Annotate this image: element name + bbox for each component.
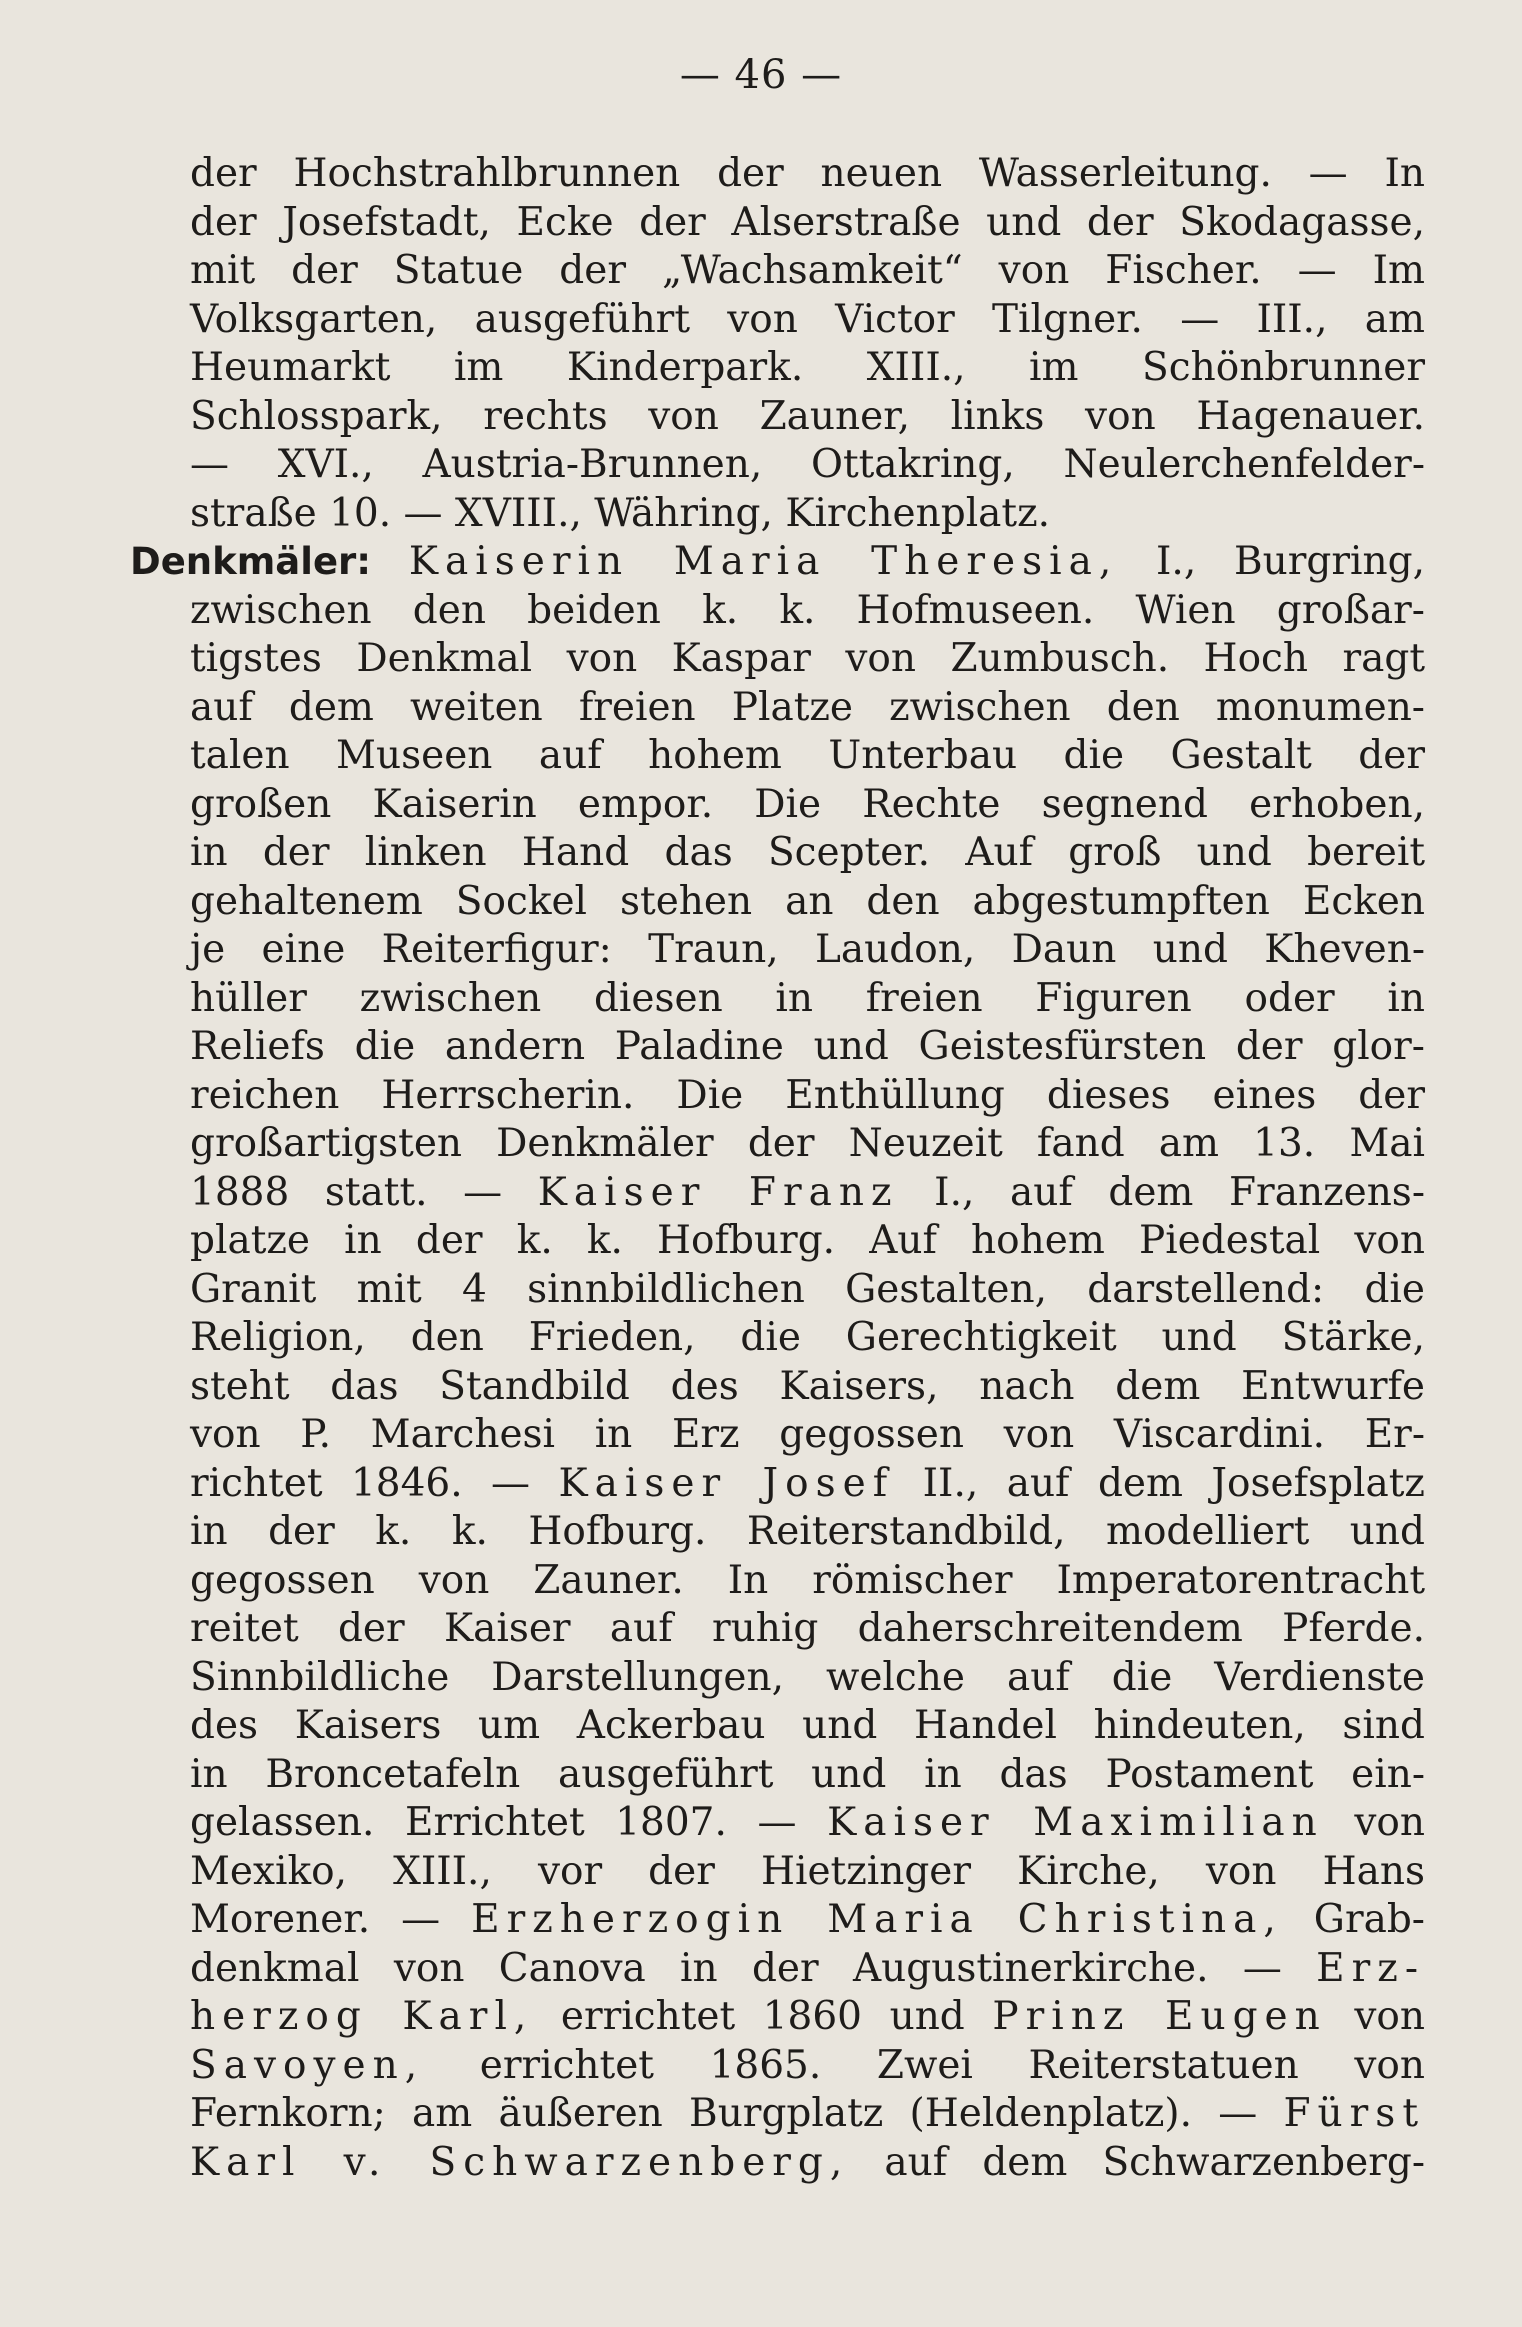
text-line: großen Kaiserin empor. Die Rechte segnend erhoben, — [190, 781, 1425, 827]
spaced-name: herzog Karl, — [190, 1994, 534, 2039]
spaced-name: Kaiser Josef — [558, 1460, 895, 1506]
text-line: in Broncetafeln ausgeführt und in das Postament ein- — [190, 1751, 1425, 1797]
text-line: des Kaisers um Ackerbau und Handel hindeuten, sind — [190, 1703, 1425, 1748]
text-line: straße 10. — XVIII., Währing, Kirchenplatz. — [190, 490, 1051, 536]
text-line: mit der Statue der „Wachsamkeit“ von Fischer. — Im — [190, 248, 1425, 293]
text-line: Mexiko, XIII., vor der Hietzinger Kirche, von Hans — [190, 1848, 1425, 1894]
text-line — [190, 1799, 1425, 1848]
text-line-denkmaeler — [130, 538, 1425, 587]
text-fragment: Grab- — [1313, 1897, 1425, 1942]
text-fragment: denkmal von Canova in der Augustinerkirche. — — [190, 1945, 1282, 1991]
text-fragment: von — [1354, 1994, 1425, 2039]
text-fragment: von — [1354, 1800, 1425, 1845]
text-line: von P. Marchesi in Erz gegossen von Viscardini. Er- — [190, 1412, 1425, 1457]
text-line: in der linken Hand das Scepter. Auf groß und bereit — [190, 830, 1425, 875]
text-fragment: Fernkorn; am äußeren Burgplatz (Heldenplatz). — — [190, 2091, 1258, 2136]
text-line: Granit mit 4 sinnbildlichen Gestalten, darstellend: die — [190, 1266, 1425, 1312]
spaced-name: Karl v. Schwarzenberg, — [190, 2139, 850, 2185]
text-line — [190, 1945, 1425, 1994]
text-line: tigstes Denkmal von Kaspar von Zumbusch. Hoch ragt — [190, 636, 1425, 681]
text-line: steht das Standbild des Kaisers, nach dem Entwurfe — [190, 1363, 1425, 1409]
text-line: Sinnbildliche Darstellungen, welche auf die Verdienste — [190, 1654, 1425, 1700]
text-line: auf dem weiten freien Platze zwischen den monumen- — [190, 684, 1425, 730]
text-line: Reliefs die andern Paladine und Geistesfürsten der glor- — [190, 1024, 1425, 1069]
text-line: — XVI., Austria-Brunnen, Ottakring, Neulerchenfelder- — [190, 442, 1425, 487]
body-text — [130, 150, 1425, 2187]
text-line: gehaltenem Sockel stehen an den abgestumpften Ecken — [190, 878, 1425, 924]
spaced-name: Kaiserin Maria Theresia, — [408, 539, 1119, 584]
text-line: je eine Reiterfigur: Traun, Laudon, Daun und Kheven- — [190, 927, 1425, 972]
text-line: in der k. k. Hofburg. Reiterstandbild, modelliert und — [190, 1509, 1425, 1554]
text-line: Religion, den Frieden, die Gerechtigkeit und Stärke, — [190, 1315, 1425, 1360]
text-line: Volksgarten, ausgeführt von Victor Tilgner. — III., am — [190, 296, 1425, 342]
text-fragment: Morener. — — [190, 1897, 441, 1942]
spaced-name: Erz- — [1316, 1945, 1425, 1991]
text-line — [190, 1169, 1425, 1218]
text-fragment: errichtet 1865. Zwei Reiterstatuen von — [479, 2042, 1425, 2088]
page-number: — 46 — — [679, 52, 843, 98]
text-line: der Hochstrahlbrunnen der neuen Wasserleitung. — In — [190, 151, 1425, 196]
spaced-name: Kaiser Maximilian — [827, 1800, 1324, 1845]
text-fragment: II., auf dem Josefsplatz — [922, 1460, 1425, 1506]
text-line: Heumarkt im Kinderpark. XIII., im Schönbrunner — [190, 345, 1425, 390]
text-line — [190, 2042, 1425, 2091]
text-line: talen Museen auf hohem Unterbau die Gestalt der — [190, 733, 1425, 778]
text-line: zwischen den beiden k. k. Hofmuseen. Wien großar- — [190, 587, 1425, 633]
spaced-name: Kaiser Franz — [537, 1169, 899, 1215]
text-fragment: errichtet 1860 und — [560, 1994, 965, 2039]
spaced-name: Savoyen, — [190, 2042, 425, 2088]
text-fragment: 1888 statt. — — [190, 1169, 503, 1215]
text-line: hüller zwischen diesen in freien Figuren oder in — [190, 975, 1425, 1021]
text-line — [190, 2139, 1425, 2188]
spaced-name: Fürst — [1283, 2091, 1425, 2136]
text-line: der Josefstadt, Ecke der Alserstraße und der Skodagasse, — [190, 199, 1425, 245]
text-line: reichen Herrscherin. Die Enthüllung dieses eines der — [190, 1072, 1425, 1118]
text-line: platze in der k. k. Hofburg. Auf hohem Piedestal von — [190, 1218, 1425, 1263]
text-line — [190, 1993, 1425, 2042]
text-line: reitet der Kaiser auf ruhig daherschreitendem Pferde. — [190, 1606, 1425, 1651]
text-line: Schlosspark, rechts von Zauner, links von Hagenauer. — [190, 393, 1425, 439]
text-fragment: I., Burgring, — [1156, 539, 1425, 584]
text-line: großartigsten Denkmäler der Neuzeit fand am 13. Mai — [190, 1121, 1425, 1166]
text-fragment: richtet 1846. — — [190, 1460, 531, 1506]
spaced-name: Erzherzogin Maria Christina, — [471, 1897, 1283, 1942]
text-fragment: auf dem Schwarzenberg- — [884, 2139, 1425, 2185]
text-fragment: gelassen. Errichtet 1807. — — [190, 1800, 797, 1845]
text-fragment: I., auf dem Franzens- — [934, 1169, 1425, 1215]
text-line — [190, 2090, 1425, 2139]
text-line: gegossen von Zauner. In römischer Imperatorentracht — [190, 1557, 1425, 1603]
text-line — [190, 1896, 1425, 1945]
text-line — [190, 1460, 1425, 1509]
section-heading: Denkmäler: — [130, 540, 372, 583]
spaced-name: Prinz Eugen — [992, 1994, 1327, 2039]
